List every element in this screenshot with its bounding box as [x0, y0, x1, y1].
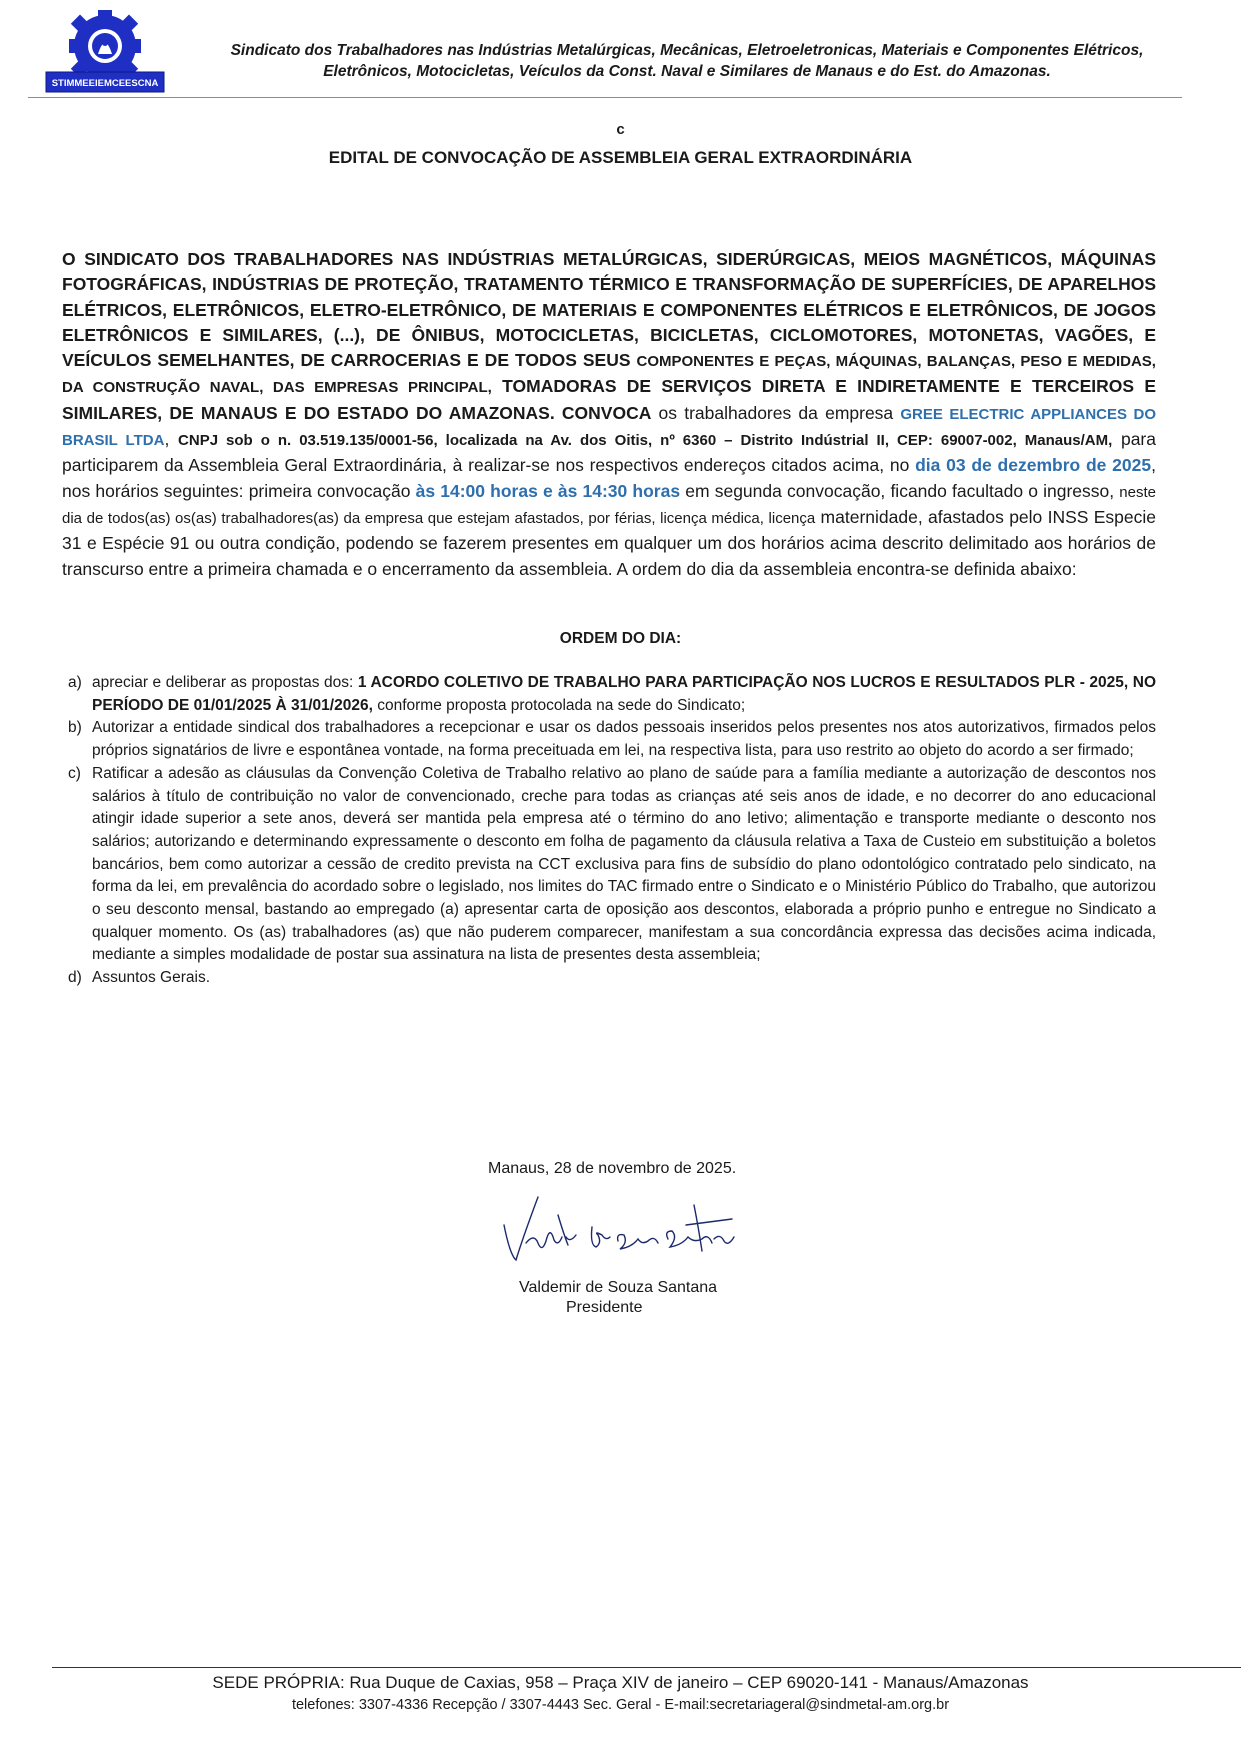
item-letter: a)	[68, 674, 82, 691]
assembly-text: para participarem da Assembleia Geral Extraordinária, à realizar-se nos respectivos endereços citados acima, no	[62, 429, 1156, 476]
absent-workers-text: neste dia de todos(as) os(as) trabalhadores(as) da empresa que estejam afastados, por férias, licença médica, licença	[62, 483, 1156, 527]
footer-contacts: telefones: 3307-4336 Recepção / 3307-4443 Sec. Geral - E-mail:secretariageral@sindmetal-am.org.br	[291, 1697, 950, 1713]
union-name-cont: TOMADORAS DE SERVIÇOS DIRETA E INDIRETAMENTE E TERCEIROS E SIMILARES, DE MANAUS E DO ESTADO DO AMAZONAS. CONVOCA	[62, 376, 1157, 423]
footer-address: SEDE PRÓPRIA: Rua Duque de Caxias, 958 – Praça XIV de janeiro – CEP 69020-141 - Manaus/Amazonas	[212, 1673, 1029, 1692]
agenda-item-d	[68, 967, 1156, 990]
agenda-item-b	[68, 717, 1156, 762]
footer-divider	[52, 1667, 1241, 1668]
document-title: EDITAL DE CONVOCAÇÃO DE ASSEMBLEIA GERAL EXTRAORDINÁRIA	[328, 148, 913, 167]
place-date: Manaus, 28 de novembro de 2025.	[488, 1160, 737, 1177]
schedule-text: , nos horários seguintes: primeira convocação	[62, 455, 1156, 501]
gear-icon	[69, 10, 141, 82]
item-letter: d)	[68, 969, 82, 987]
item-a-bold: 1 ACORDO COLETIVO DE TRABALHO PARA PARTICIPAÇÃO NOS LUCROS E RESULTADOS PLR - 2025, NO PERÍODO DE 01/01/2025 À 31/01/2026,	[92, 674, 1157, 714]
item-a-post: conforme proposta protocolada na sede do Sindicato;	[377, 696, 746, 714]
item-letter: c)	[68, 764, 81, 782]
item-letter: b)	[68, 719, 82, 737]
convocation-paragraph	[62, 247, 1156, 582]
union-name: O SINDICATO DOS TRABALHADORES NAS INDÚSTRIAS METALÚRGICAS, SIDERÚRGICAS, MEIOS MAGNÉTICOS, MÁQUINAS FOTOGRÁFICAS, INDÚSTRIAS DE PROTEÇÃO, TRATAMENTO TÉRMICO E TRANSFORMAÇÃO DE SUPERFÍCIES, DE APARELHOS ELÉTRICOS, ELETRÔNICOS, ELETRO-ELETRÔNICO, DE MATERIAIS E COMPONENTES ELÉTRICOS E ELETRÔNICOS, DE JOGOS ELETRÔNICOS E SIMILARES, (...), DE ÔNIBUS, MOTOCICLETAS, BICICLETAS, CICLOMOTORES, MOTONETAS, VAGÕES, E VEÍCULOS SEMELHANTES, DE CARROCERIAS E DE TODOS SEUS	[62, 249, 1156, 371]
agenda-title: ORDEM DO DIA:	[559, 630, 682, 647]
item-c-text: Ratificar a adesão as cláusulas da Convenção Coletiva de Trabalho relativo ao plano de saúde para a família mediante a autorização de descontos nos salários à título de contribuição no valor de convencionado, creche para todas as crianças até seis anos de idade, e no decorrer do ano educacional atingir idade superior a sete anos, deverá ser mantida pela empresa até o término do ano letivo; alimentação e transporte mediante o desconto nos salários; autorizando e determinando expressamente o desconto em folha de pagamento da cláusula relativa a Taxa de Custeio em substituição a boletos bancários, bem como autorizar a cessão de credito prevista na CCT exclusiva para fins de subsídio do plano odontológico contratado pelo sindicato, na forma da lei, em prevalência do acordado sobre o legislado, nos limites do TAC firmado entre o Sindicato e o Ministério Público do Trabalho, que autorizou o seu desconto mensal, bastando ao empregado (a) apresentar carta de oposição aos descontos, elaborada a próprio punho e entregue no Sindicato a qualquer momento. Os (as) trabalhadores (as) que não puderem comparecer, manifestam a sua concordância expressa das decisões acima indicada, mediante a simples modalidade de postar sua assinatura na lista de presentes desta assembleia;	[92, 764, 1156, 964]
union-header	[172, 40, 1202, 82]
company-name: GREE ELECTRIC APPLIANCES DO BRASIL LTDA	[62, 405, 1156, 450]
agenda-item-c	[68, 763, 1156, 967]
company-details: CNPJ sob o n. 03.519.135/0001-56, localizada na Av. dos Oitis, nº 6360 – Distrito Indústrial II, CEP: 69007-002, Manaus/AM,	[178, 432, 1113, 450]
comma: ,	[164, 429, 170, 450]
union-logo	[43, 10, 168, 96]
item-d-text: Assuntos Gerais.	[92, 969, 211, 987]
logo-text: STIMMEEIEMCEESCNA	[51, 78, 159, 89]
header-line-2: Eletrônicos, Motocicletas, Veículos da Const. Naval e Similares de Manaus e do Est. do Amazonas.	[323, 63, 1051, 80]
handwritten-signature	[498, 1185, 753, 1270]
convoca-text: os trabalhadores da empresa	[658, 402, 894, 423]
second-call-text: em segunda convocação, ficando facultado o ingresso,	[685, 480, 1115, 501]
signer-name: Valdemir de Souza Santana	[519, 1279, 718, 1296]
agenda-item-a	[68, 672, 1156, 717]
signer-role: Presidente	[566, 1299, 643, 1316]
item-a-pre: apreciar e deliberar as propostas dos:	[92, 674, 354, 691]
union-name-small: COMPONENTES E PEÇAS, MÁQUINAS, BALANÇAS, PESO E MEDIDAS, DA CONSTRUÇÃO NAVAL, DAS EMPRESAS PRINCIPAL,	[62, 353, 1156, 397]
header-divider	[28, 97, 1182, 98]
agenda-list	[68, 672, 1156, 990]
closing-text: maternidade, afastados pelo INSS Especie 31 e Espécie 91 ou outra condição, podendo se fazerem presentes em qualquer um dos horários acima descrito delimitado aos horários de transcurso entre a primeira chamada e o encerramento da assembleia. A ordem do dia da assembleia encontra-se definida abaixo:	[62, 506, 1156, 579]
assembly-date: dia 03 de dezembro de 2025	[915, 455, 1152, 476]
item-b-text: Autorizar a entidade sindical dos trabalhadores a recepcionar e usar os dados pessoais inseridos pelos presentes nos atos autorizativos, firmados pelos próprios signatários de livre e espontânea vontade, na forma preceituada em lei, na respectiva lista, para uso restrito ao objeto do acordo a ser firmado;	[92, 719, 1156, 760]
header-line-1: Sindicato dos Trabalhadores nas Indústrias Metalúrgicas, Mecânicas, Eletroeletronicas, Materiais e Componentes Elétricos,	[230, 42, 1144, 59]
document-mark: c	[616, 121, 625, 138]
assembly-times: às 14:00 horas e às 14:30 horas	[415, 480, 681, 501]
